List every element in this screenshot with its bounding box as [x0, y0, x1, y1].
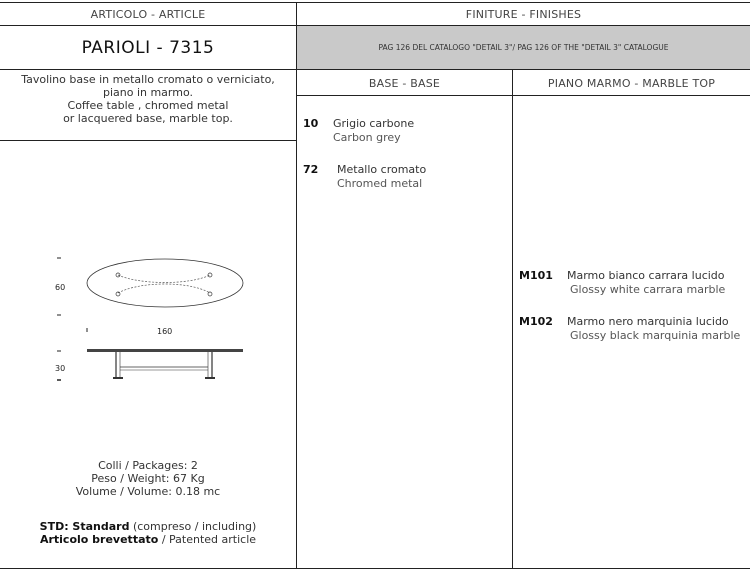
table-technical-drawing [0, 245, 296, 395]
weight-value: Peso / Weight: 67 Kg [91, 472, 205, 485]
finishes-header: FINITURE - FINISHES [465, 7, 582, 21]
patent-label: Articolo brevettato [39, 533, 159, 546]
standard-label: STD: Standard [39, 520, 130, 533]
packages-count: Colli / Packages: 2 [98, 459, 198, 472]
article-header: ARTICOLO - ARTICLE [90, 7, 206, 21]
description-en-line-2: or lacquered base, marble top. [63, 112, 233, 125]
patent-note [0, 533, 296, 546]
description-it-line-2: piano in marmo. [102, 86, 194, 99]
tabletop-side [87, 349, 243, 352]
width-label: 160 [157, 327, 173, 336]
top-finish-m102 [519, 315, 747, 343]
finish-name-en: Glossy black marquinia marble [570, 329, 741, 342]
packaging-specs [0, 459, 296, 498]
volume-value: Volume / Volume: 0.18 mc [75, 485, 221, 498]
finish-name-en: Glossy white carrara marble [570, 283, 726, 296]
grid-line-finish-divider [512, 70, 513, 568]
finish-name-it: Marmo bianco carrara lucido [567, 269, 725, 282]
base-finish-10 [303, 117, 508, 145]
finish-code: 10 [303, 117, 319, 130]
grid-line-bottom [0, 568, 750, 569]
standard-note [0, 520, 296, 533]
height-label: 30 [55, 364, 66, 373]
top-column-header: PIANO MARMO - MARBLE TOP [547, 76, 716, 90]
base-finish-72 [303, 163, 508, 191]
base-cross-line [118, 284, 210, 293]
base-foot [116, 292, 120, 296]
base-foot [208, 273, 212, 277]
base-cross-line [118, 275, 210, 283]
finish-name-it: Marmo nero marquinia lucido [567, 315, 729, 328]
grid-line-description [0, 140, 296, 141]
finish-name-en: Carbon grey [333, 131, 401, 144]
standard-notes [0, 520, 296, 546]
base-foot [208, 292, 212, 296]
catalog-reference: PAG 126 DEL CATALOGO "DETAIL 3"/ PAG 126 OF THE "DETAIL 3" CATALOGUE [297, 26, 750, 69]
standard-detail: (compreso / including) [129, 520, 257, 533]
dimension-marks [57, 258, 87, 380]
product-title: PARIOLI - 7315 [81, 37, 215, 58]
base-column-header: BASE - BASE [368, 76, 441, 90]
side-view [87, 349, 243, 379]
grid-line-columns [296, 95, 750, 96]
finish-name-en: Chromed metal [337, 177, 423, 190]
description-en-line-1: Coffee table , chromed metal [67, 99, 229, 112]
finish-code: M102 [519, 315, 553, 328]
patent-detail: / Patented article [158, 533, 257, 546]
finish-name-it: Metallo cromato [337, 163, 427, 176]
finish-code: 72 [303, 163, 319, 176]
description-it-line-1: Tavolino base in metallo cromato o verniciato, [21, 73, 275, 86]
finish-name-it: Grigio carbone [333, 117, 415, 130]
oval-tabletop-outline [87, 259, 243, 307]
grid-line-title [0, 69, 750, 70]
base-foot-side [113, 377, 123, 379]
base-foot-side [205, 377, 215, 379]
top-finish-m101 [519, 269, 747, 297]
depth-label: 60 [55, 283, 66, 292]
finish-code: M101 [519, 269, 553, 282]
product-description [0, 73, 296, 125]
top-view [87, 259, 243, 307]
